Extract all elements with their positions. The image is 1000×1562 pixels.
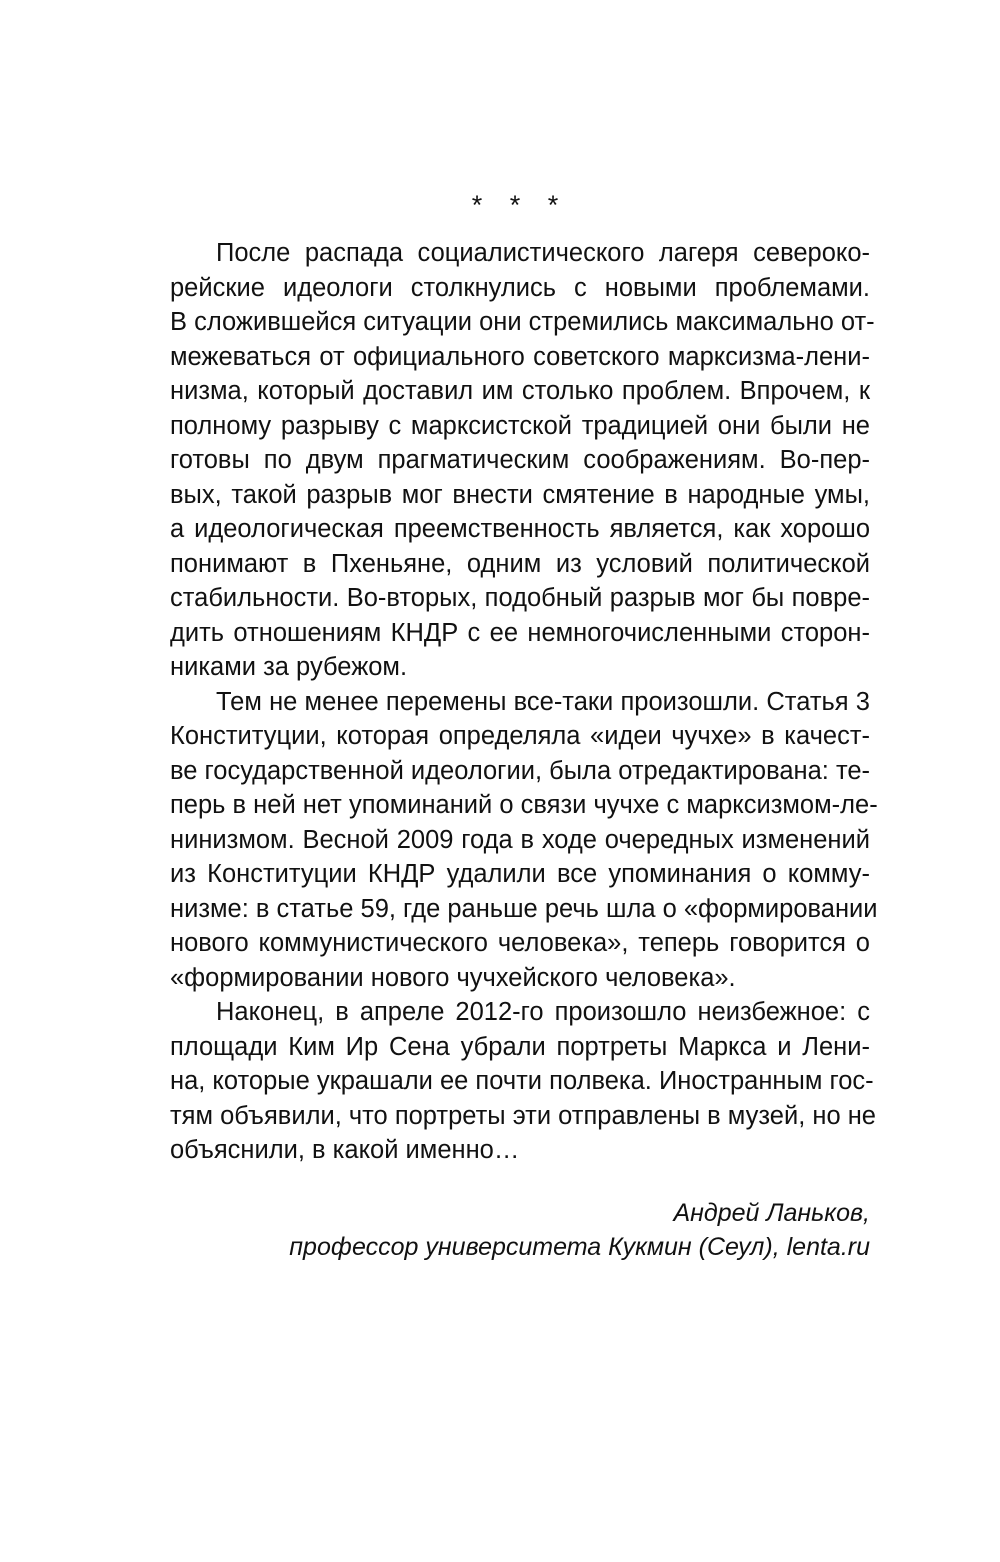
text-line: низма, который доставил им столько проблем. Впрочем, к — [170, 377, 870, 405]
text-line: нинизмом. Весной 2009 года в ходе очередных изменений — [170, 825, 870, 854]
section-separator: * * * — [471, 190, 569, 220]
text-line: из Конституции КНДР удалили все упоминания о комму- — [170, 860, 870, 888]
text-line: Тем не менее перемены все-таки произошли. Статья 3 — [216, 687, 870, 716]
text-line: на, которые украшали ее почти полвека. Иностранным гос- — [170, 1067, 874, 1095]
text-line: дить отношениям КНДР с ее немногочисленными сторон- — [170, 618, 870, 647]
signature — [170, 1196, 870, 1264]
text-line: В сложившейся ситуации они стремились максимально от- — [170, 308, 875, 336]
text-line: а идеологическая преемственность является, как хорошо — [170, 515, 870, 543]
text-line: вых, такой разрыв мог внести смятение в народные умы, — [170, 480, 870, 509]
text-line: никами за рубежом. — [170, 653, 408, 681]
paragraph-2 — [170, 685, 878, 996]
paragraph-1 — [170, 236, 875, 685]
text-line: Наконец, в апреле 2012-го произошло неизбежное: с — [216, 998, 870, 1026]
text-line: понимают в Пхеньяне, одним из условий политической — [170, 549, 870, 578]
text-line: полному разрыву с марксистской традицией они были не — [170, 411, 870, 440]
text-line: перь в ней нет упоминаний о связи чучхе с марксизмом-ле- — [170, 791, 878, 819]
text-line: низме: в статье 59, где раньше речь шла о «формировании — [170, 894, 878, 923]
signature-affiliation: профессор университета Кукмин (Сеул), lenta.ru — [289, 1233, 870, 1261]
text-line: рейские идеологи столкнулись с новыми проблемами. — [170, 273, 870, 302]
text-line: объяснили, в какой именно… — [170, 1136, 520, 1164]
signature-author: Андрей Ланьков, — [673, 1199, 870, 1227]
text-line: «формировании нового чучхейского человека». — [170, 963, 736, 992]
paragraph-3 — [170, 995, 876, 1168]
text-line: межеваться от официального советского марксизма-лени- — [170, 342, 870, 371]
book-page — [170, 0, 878, 1562]
body-text — [170, 236, 878, 1168]
text-line: тям объявили, что портреты эти отправлены в музей, но не — [170, 1101, 876, 1130]
text-line: стабильности. Во-вторых, подобный разрыв мог бы повре- — [170, 584, 870, 612]
text-line: нового коммунистического человека», теперь говорится о — [170, 929, 870, 957]
text-line: После распада социалистического лагеря северoко- — [216, 239, 870, 267]
text-line: Конституции, которая определяла «идеи чучхе» в качест- — [170, 722, 870, 750]
text-line: ве государственной идеологии, была отредактирована: те- — [170, 756, 871, 785]
text-line: готовы по двум прагматическим соображениям. Во-пер- — [170, 446, 870, 474]
text-line: площади Ким Ир Сена убрали портреты Маркса и Лени- — [170, 1032, 870, 1061]
